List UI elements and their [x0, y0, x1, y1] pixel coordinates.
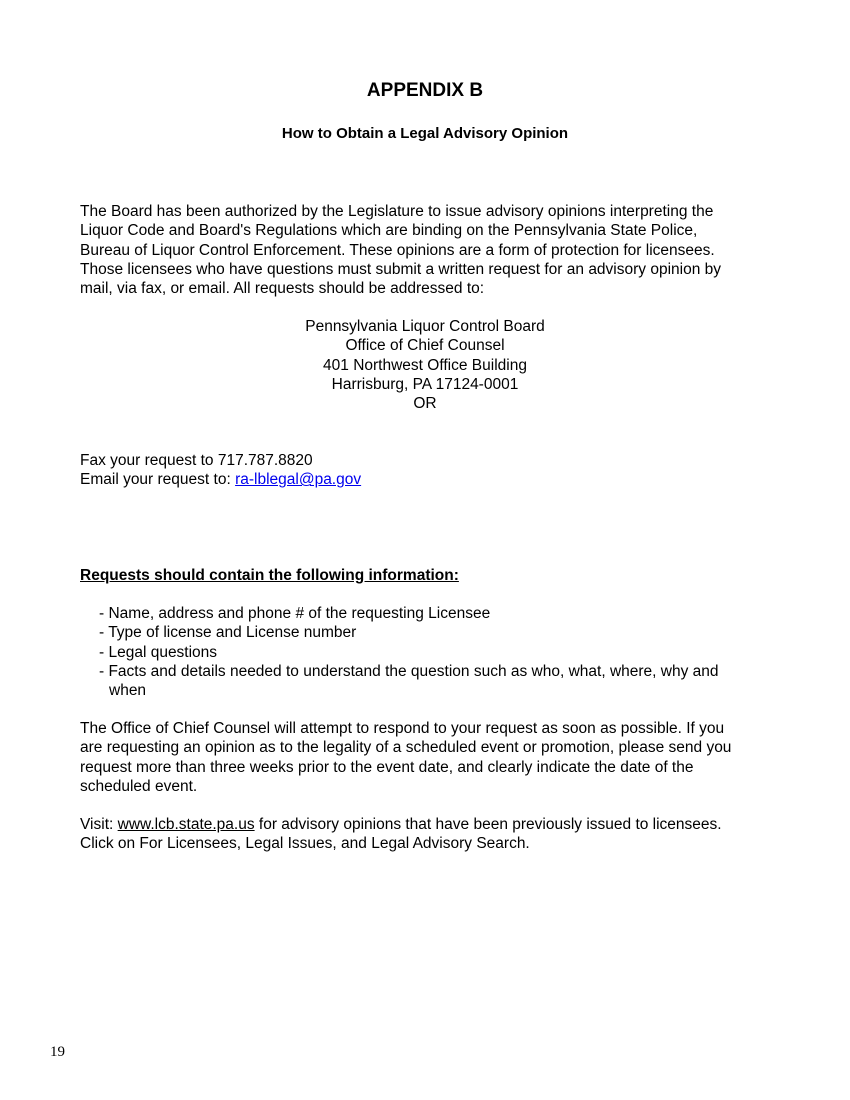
visit-suffix: for advisory opinions that have been previously issued to licensees. — [254, 816, 722, 833]
section-subtitle: How to Obtain a Legal Advisory Opinion — [281, 125, 569, 142]
address-city: Harrisburg, PA 17124-0001 — [331, 375, 519, 393]
page-number: 19 — [50, 1044, 65, 1060]
intro-line: The Board has been authorized by the Legislature to issue advisory opinions interpreting the — [80, 203, 714, 220]
email-line — [80, 470, 780, 489]
intro-line: Those licensees who have questions must submit a written request for an advisory opinion by — [80, 260, 722, 278]
fax-line: Fax your request to 717.787.8820 — [80, 452, 313, 469]
address-office: Office of Chief Counsel — [345, 337, 505, 355]
list-item-continuation: when — [109, 682, 147, 700]
response-line: are requesting an opinion as to the legality of a scheduled event or promotion, please send you — [80, 739, 732, 757]
visit-paragraph — [80, 815, 790, 854]
response-line: request more than three weeks prior to the event date, and clearly indicate the date of the — [80, 758, 694, 776]
visit-instructions: Click on For Licensees, Legal Issues, and Legal Advisory Search. — [80, 835, 530, 853]
response-line: scheduled event. — [80, 777, 198, 795]
list-item — [99, 662, 789, 701]
visit-prefix: Visit: — [80, 816, 118, 833]
email-link[interactable]: ra-lblegal@pa.gov — [235, 471, 362, 489]
list-item: - Legal questions — [99, 643, 218, 661]
address-building: 401 Northwest Office Building — [323, 356, 527, 374]
list-item: - Name, address and phone # of the requesting Licensee — [99, 605, 491, 622]
appendix-title: APPENDIX B — [366, 80, 484, 101]
list-item: - Type of license and License number — [99, 624, 357, 642]
requirements-list — [99, 604, 789, 700]
visit-line — [80, 815, 790, 834]
intro-line: mail, via fax, or email. All requests should be addressed to: — [80, 280, 485, 298]
response-line: The Office of Chief Counsel will attempt to respond to your request as soon as possible. If you — [80, 720, 725, 737]
response-paragraph — [80, 719, 790, 796]
website-link[interactable]: www.lcb.state.pa.us — [117, 816, 255, 833]
list-item-text: - Facts and details needed to understand the question such as who, what, where, why and — [99, 662, 719, 680]
requests-heading: Requests should contain the following information: — [80, 567, 459, 584]
mailing-address — [0, 317, 850, 413]
intro-line: Bureau of Liquor Control Enforcement. These opinions are a form of protection for licensees. — [80, 241, 715, 259]
contact-info — [80, 451, 780, 490]
intro-line: Liquor Code and Board's Regulations which are binding on the Pennsylvania State Police, — [80, 222, 698, 240]
address-or: OR — [413, 395, 437, 413]
intro-paragraph — [80, 202, 780, 298]
email-prefix: Email your request to: — [80, 471, 236, 489]
address-organization: Pennsylvania Liquor Control Board — [305, 318, 545, 335]
